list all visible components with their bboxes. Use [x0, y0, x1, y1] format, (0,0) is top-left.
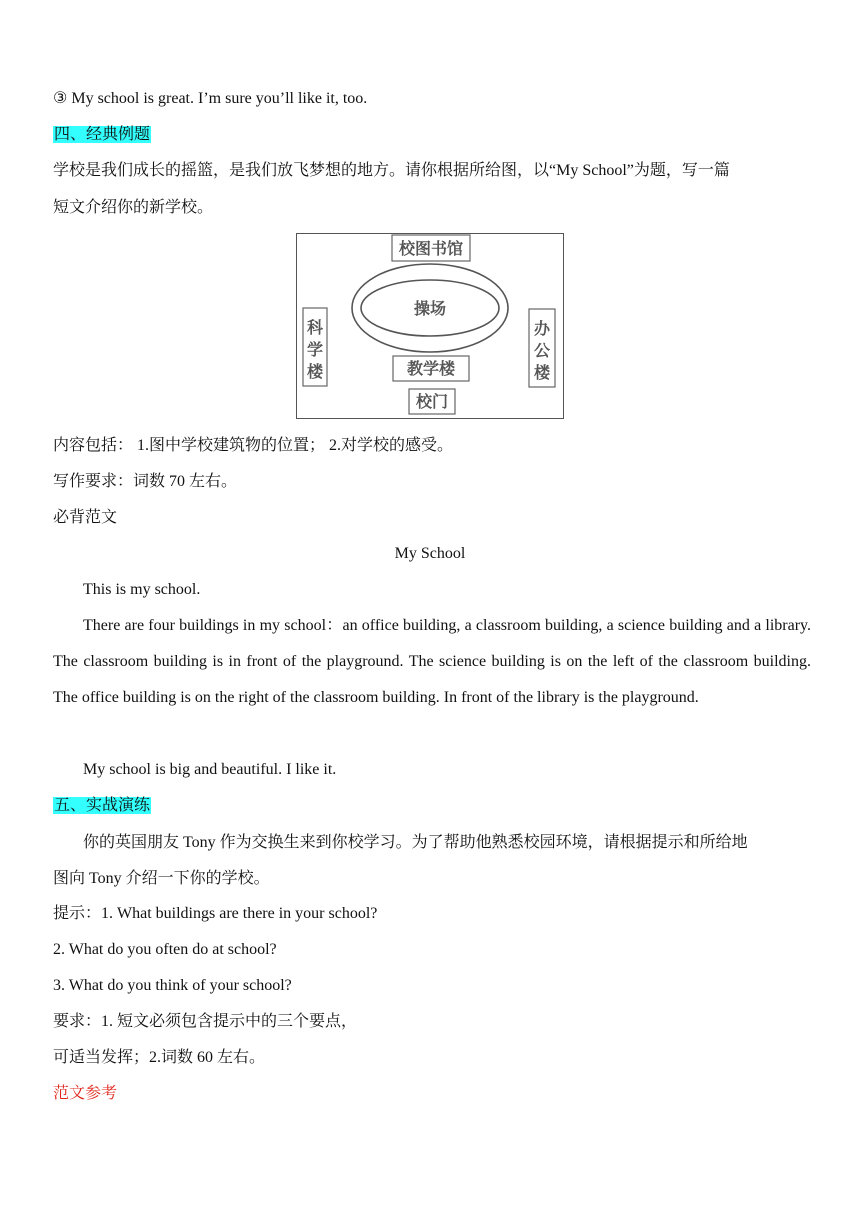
writing-requirements: 写作要求：词数 70 左右。	[53, 473, 238, 490]
practice-prompt-line-1: 你的英国朋友 Tony 作为交换生来到你校学习。为了帮助他熟悉校园环境，请根据提示和所给地	[83, 834, 748, 851]
practice-prompt-line-2: 图向 Tony 介绍一下你的学校。	[53, 870, 270, 887]
section-heading-4-text: 四、经典例题	[54, 126, 151, 143]
office-char-3: 楼	[533, 363, 551, 382]
science-char-1: 科	[306, 318, 324, 337]
closing-sentence: ③ My school is great. I’m sure you’ll like it, too.	[53, 90, 368, 107]
gate-label: 校门	[415, 392, 449, 411]
essay-paragraph-2-text: There are four buildings in my school：an office building, a classroom building, a science building and a library. The classroom building is in front of the playground. The science building is on the left of the classroom building. The office building is on the right of the classroom building. In front of the library is the playground.	[53, 617, 811, 706]
practice-requirements-2: 可适当发挥；2.词数 60 左右。	[53, 1049, 266, 1066]
hint-3: 3. What do you think of your school?	[53, 977, 292, 994]
office-char-2: 公	[533, 341, 551, 360]
task-prompt-line-2: 短文介绍你的新学校。	[53, 199, 214, 216]
hint-1: 提示：1. What buildings are there in your school?	[53, 905, 378, 922]
section-heading-4	[53, 124, 151, 146]
essay-paragraph-2	[53, 608, 811, 716]
reference-essay-label: 范文参考	[53, 1085, 118, 1102]
practice-requirements-1: 要求：1. 短文必须包含提示中的三个要点，	[53, 1013, 358, 1030]
section-heading-5-text: 五、实战演练	[54, 797, 151, 814]
playground-label: 操场	[413, 299, 447, 318]
library-label: 校图书馆	[398, 239, 464, 258]
school-map	[296, 233, 564, 419]
science-char-3: 楼	[306, 362, 324, 381]
content-requirements: 内容包括： 1.图中学校建筑物的位置； 2.对学校的感受。	[53, 437, 454, 454]
model-essay-label: 必背范文	[53, 509, 118, 526]
office-char-1: 办	[533, 319, 551, 338]
classroom-building-label: 教学楼	[406, 359, 456, 378]
task-prompt-line-1: 学校是我们成长的摇篮，是我们放飞梦想的地方。请你根据所给图，以“My School”为题，写一篇	[53, 162, 730, 179]
section-heading-5	[53, 795, 151, 817]
science-char-2: 学	[306, 340, 324, 359]
essay-paragraph-3: My school is big and beautiful. I like it.	[83, 761, 337, 778]
hint-2: 2. What do you often do at school?	[53, 941, 277, 958]
essay-title: My School	[394, 545, 466, 562]
essay-paragraph-1: This is my school.	[83, 581, 201, 598]
